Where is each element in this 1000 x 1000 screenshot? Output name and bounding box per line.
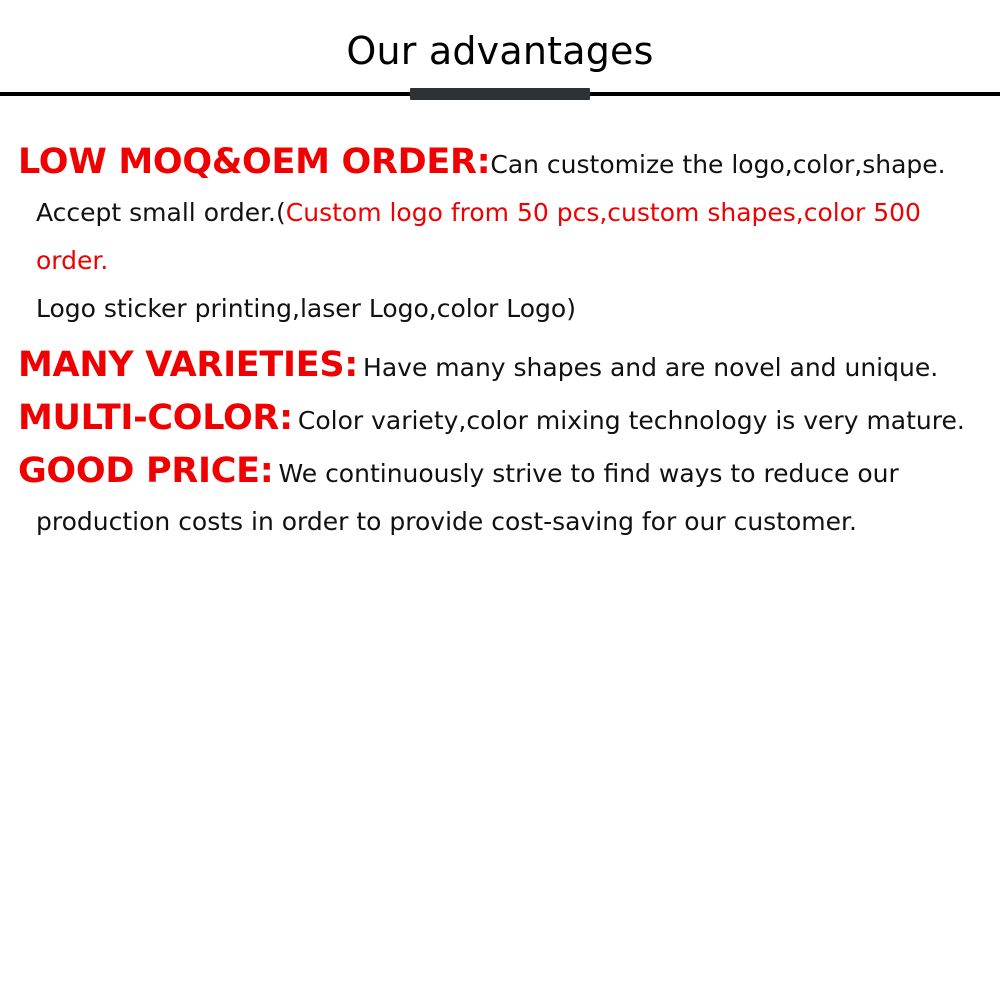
advantage-item-multi-color [18, 394, 980, 445]
advantage-line [18, 341, 980, 392]
advantage-item-good-price [18, 447, 980, 546]
advantages-list [18, 138, 980, 546]
advantage-item-many-varieties [18, 341, 980, 392]
advantage-line [18, 498, 980, 546]
advantage-label-good-price: GOOD PRICE: [18, 451, 274, 491]
advantage-label-many-varieties: MANY VARIETIES: [18, 345, 358, 385]
advantage-text-production-costs: production costs in order to provide cost-saving for our customer. [36, 507, 857, 536]
header-accent-tab [410, 88, 590, 100]
advantage-text-logo-printing: Logo sticker printing,laser Logo,color Logo) [36, 294, 576, 323]
advantage-line [18, 285, 980, 333]
advantage-text-custom-logo: Custom logo from 50 pcs,custom shapes,color 500 order. [36, 198, 921, 275]
advantage-line [18, 189, 980, 285]
slide-header [0, 0, 1000, 96]
advantage-text-multi-color: Color variety,color mixing technology is very mature. [297, 406, 965, 435]
advantage-text-accept-order: Accept small order.( [36, 198, 286, 227]
advantage-line [18, 394, 980, 445]
advantage-line [18, 138, 980, 189]
advantage-label-low-moq: LOW MOQ&OEM ORDER: [18, 142, 491, 182]
advantage-label-multi-color: MULTI-COLOR: [18, 398, 293, 438]
advantage-text-low-moq: Can customize the logo,color,shape. [490, 150, 946, 179]
page-title: Our advantages [346, 29, 654, 73]
advantage-text-many-varieties: Have many shapes and are novel and unique. [363, 353, 939, 382]
advantage-item-low-moq [18, 138, 980, 333]
advantage-line [18, 447, 980, 498]
advantage-text-good-price: We continuously strive to find ways to reduce our [278, 459, 899, 488]
